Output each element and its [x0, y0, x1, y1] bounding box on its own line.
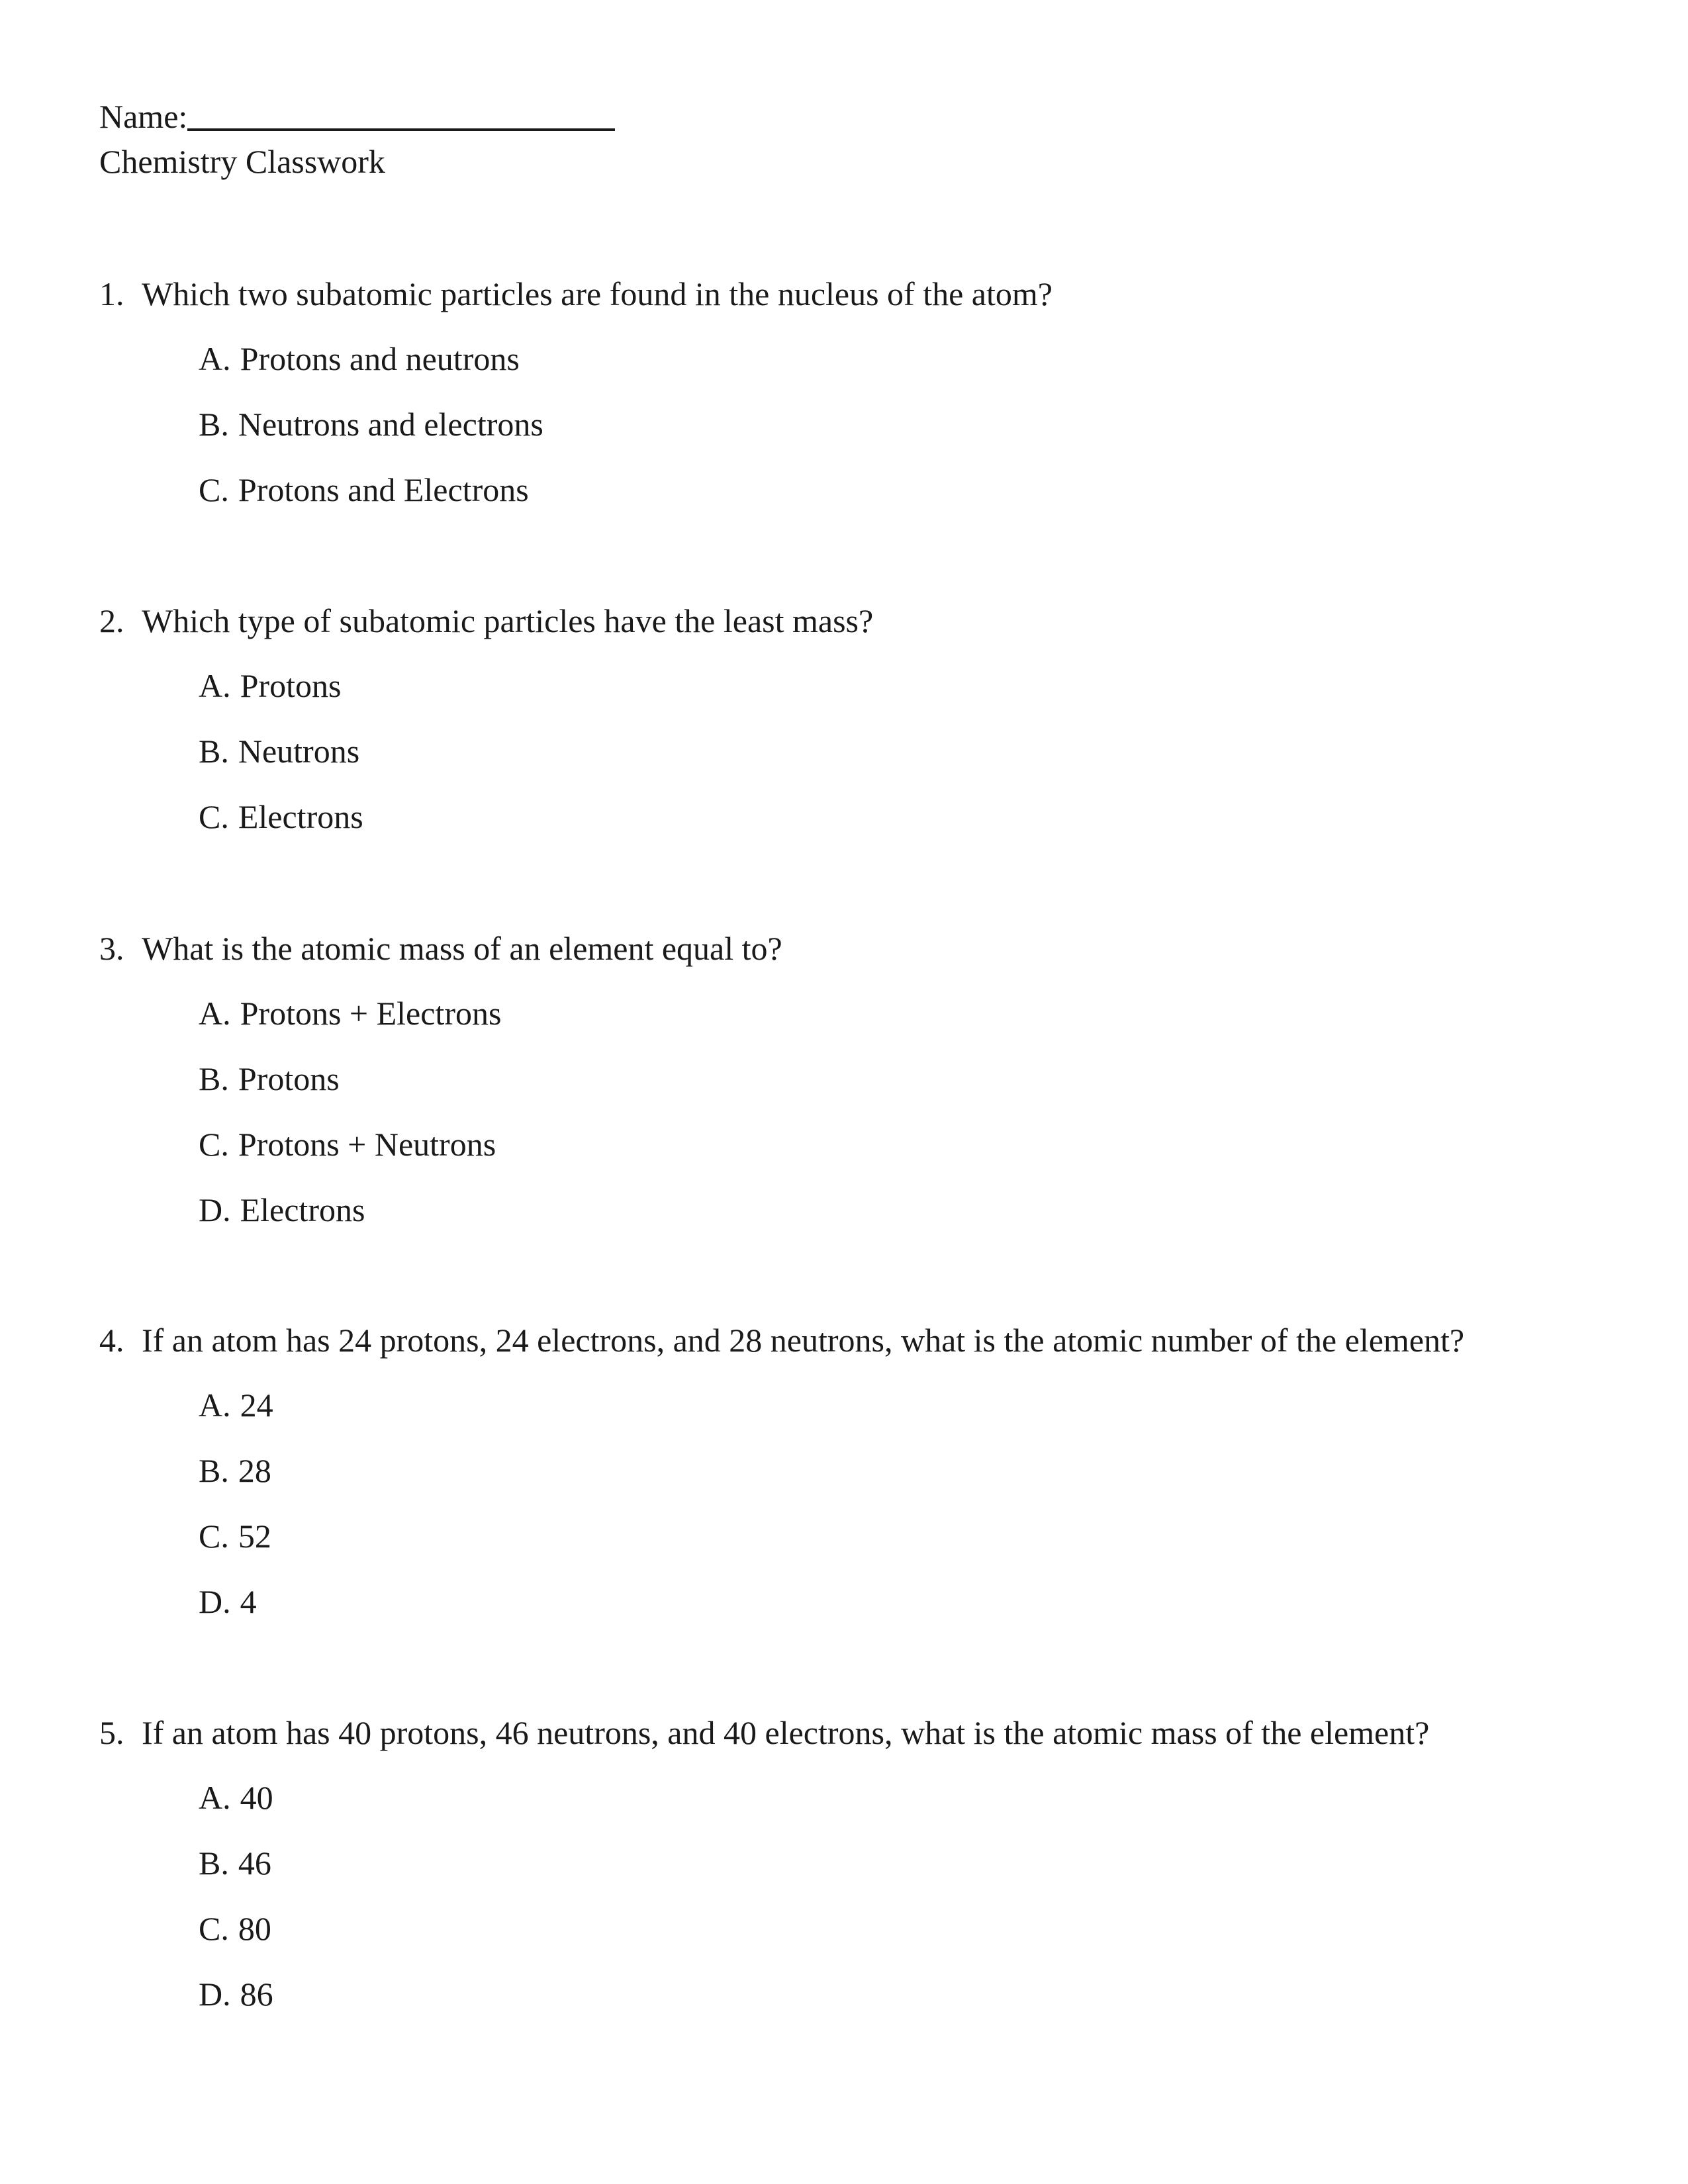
answer-option[interactable] [199, 993, 1622, 1033]
option-text: Electrons [238, 798, 363, 835]
answer-option[interactable] [199, 797, 1622, 837]
option-letter: C. [199, 471, 229, 508]
question-text: Which type of subatomic particles have the least mass? [142, 602, 874, 639]
answer-option[interactable] [199, 666, 1622, 705]
answer-option[interactable] [199, 339, 1622, 379]
option-letter: B. [199, 1844, 229, 1882]
option-letter: B. [199, 1452, 229, 1489]
option-text: 86 [240, 1976, 273, 2013]
name-row [99, 97, 615, 136]
name-blank-line[interactable] [187, 128, 615, 131]
question-number: 2. [99, 602, 124, 639]
question-1 [99, 274, 1622, 535]
option-letter: A. [199, 667, 231, 704]
option-letter: A. [199, 340, 231, 377]
option-text: 52 [238, 1518, 271, 1555]
option-text: 80 [238, 1910, 271, 1947]
answer-options [199, 666, 1622, 837]
option-text: 40 [240, 1779, 273, 1816]
option-text: Protons and neutrons [240, 340, 520, 377]
answer-option[interactable] [199, 1385, 1622, 1425]
option-letter: C. [199, 1126, 229, 1163]
worksheet-title: Chemistry Classwork [99, 143, 385, 180]
option-letter: C. [199, 1518, 229, 1555]
answer-option[interactable] [199, 1190, 1622, 1230]
question-text: If an atom has 40 protons, 46 neutrons, and 40 electrons, what is the atomic mass of the element? [142, 1714, 1430, 1751]
question-3 [99, 929, 1622, 1255]
answer-option[interactable] [199, 731, 1622, 771]
question-text: If an atom has 24 protons, 24 electrons, and 28 neutrons, what is the atomic number of the element? [142, 1322, 1465, 1359]
option-text: Protons + Electrons [240, 995, 502, 1032]
question-stem [99, 601, 1622, 641]
option-letter: A. [199, 1779, 231, 1816]
answer-option[interactable] [199, 1974, 1622, 2014]
option-text: Protons and Electrons [238, 471, 529, 508]
option-letter: C. [199, 798, 229, 835]
answer-option[interactable] [199, 470, 1622, 510]
option-text: 24 [240, 1387, 273, 1424]
option-letter: B. [199, 733, 229, 770]
option-text: 4 [240, 1583, 257, 1620]
option-letter: B. [199, 406, 229, 443]
question-number: 1. [99, 275, 124, 312]
option-letter: B. [199, 1060, 229, 1097]
option-letter: C. [199, 1910, 229, 1947]
answer-option[interactable] [199, 1909, 1622, 1948]
option-letter: A. [199, 995, 231, 1032]
question-2 [99, 601, 1622, 862]
answer-option[interactable] [199, 1124, 1622, 1164]
answer-options [199, 1385, 1622, 1621]
question-5 [99, 1713, 1622, 2040]
question-number: 3. [99, 930, 124, 967]
option-text: Neutrons and electrons [238, 406, 543, 443]
answer-options [199, 993, 1622, 1230]
question-stem [99, 274, 1622, 314]
option-text: Neutrons [238, 733, 360, 770]
option-letter: A. [199, 1387, 231, 1424]
question-number: 4. [99, 1322, 124, 1359]
answer-option[interactable] [199, 1582, 1622, 1621]
option-text: 28 [238, 1452, 271, 1489]
question-stem [99, 1713, 1622, 1752]
answer-options [199, 1778, 1622, 2014]
question-4 [99, 1320, 1622, 1647]
name-label: Name: [99, 98, 188, 135]
option-letter: D. [199, 1976, 231, 2013]
option-text: Protons [240, 667, 342, 704]
answer-option[interactable] [199, 1059, 1622, 1099]
answer-options [199, 339, 1622, 510]
answer-option[interactable] [199, 1451, 1622, 1490]
option-text: Protons + Neutrons [238, 1126, 496, 1163]
option-text: Protons [238, 1060, 340, 1097]
question-stem [99, 929, 1622, 968]
option-letter: D. [199, 1583, 231, 1620]
option-text: Electrons [240, 1191, 365, 1228]
option-letter: D. [199, 1191, 231, 1228]
question-number: 5. [99, 1714, 124, 1751]
question-text: Which two subatomic particles are found in the nucleus of the atom? [142, 275, 1053, 312]
question-stem [99, 1320, 1622, 1360]
answer-option[interactable] [199, 1778, 1622, 1817]
option-text: 46 [238, 1844, 271, 1882]
question-text: What is the atomic mass of an element equal to? [142, 930, 782, 967]
answer-option[interactable] [199, 1843, 1622, 1883]
answer-option[interactable] [199, 1516, 1622, 1556]
answer-option[interactable] [199, 404, 1622, 444]
